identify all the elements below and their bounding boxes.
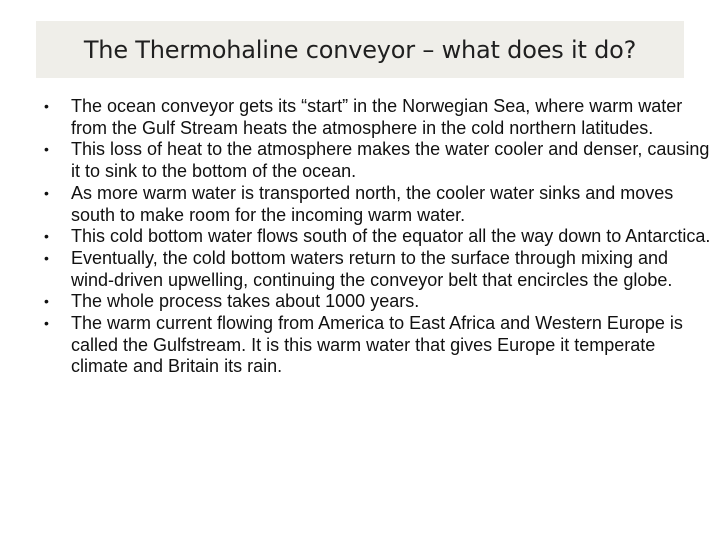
bullet-item xyxy=(44,291,720,313)
bullet-text: Eventually, the cold bottom waters return to the surface through mixing and wind-driven upwelling, continuing the conveyor belt that encircles the globe. xyxy=(71,247,673,290)
bullet-text: As more warm water is transported north, the cooler water sinks and moves south to make room for the incoming warm water. xyxy=(71,182,674,225)
bullet-dot-icon: • xyxy=(44,98,49,114)
bullet-dot-icon: • xyxy=(44,141,49,158)
bullet-text: The ocean conveyor gets its “start” in the Norwegian Sea, where warm water from the Gulf Stream heats the atmosphere in the cold northern latitudes. xyxy=(71,96,683,138)
bullet-item xyxy=(44,248,720,291)
bullet-text: The whole process takes about 1000 years. xyxy=(71,291,420,312)
bullet-dot-icon: • xyxy=(44,293,49,310)
slide-title: The Thermohaline conveyor – what does it do? xyxy=(83,35,637,64)
bullet-dot-icon: • xyxy=(44,184,49,201)
bullet-item xyxy=(44,183,720,226)
bullet-text: The warm current flowing from America to East Africa and Western Europe is called the Gulfstream. It is this warm water that gives Europe it temperate climate and Britain its rain. xyxy=(71,313,683,377)
bullet-item xyxy=(44,139,720,182)
bullet-text: This loss of heat to the atmosphere makes the water cooler and denser, causing it to sink to the bottom of the ocean. xyxy=(71,139,710,182)
bullet-item xyxy=(44,313,720,378)
bullet-dot-icon: • xyxy=(44,228,49,245)
title-bar xyxy=(36,21,684,78)
bullet-item xyxy=(44,96,720,139)
bullet-list xyxy=(44,96,720,378)
bullet-dot-icon: • xyxy=(44,315,49,332)
bullet-dot-icon: • xyxy=(44,249,49,266)
bullet-text: This cold bottom water flows south of the equator all the way down to Antarctica. xyxy=(71,226,711,247)
bullet-item xyxy=(44,226,720,248)
